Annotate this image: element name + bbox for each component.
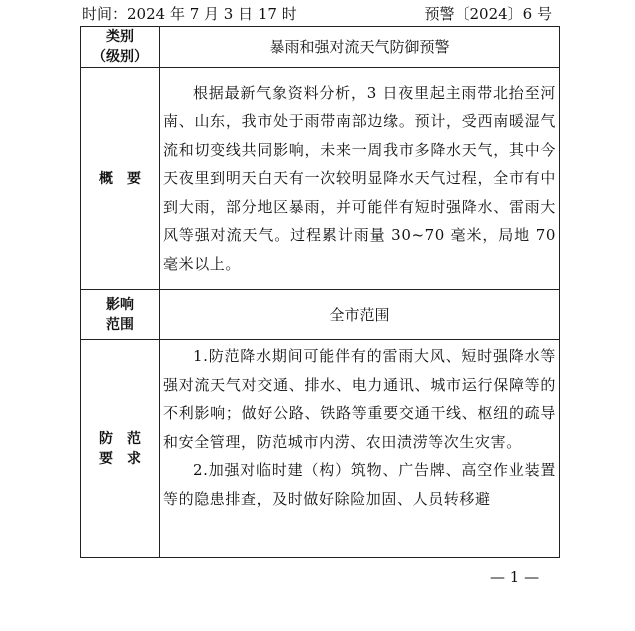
scope-label-line2: 范围 — [106, 316, 134, 333]
requirements-label-line2: 要 求 — [99, 450, 141, 467]
requirement-item-1: 1.防范降水期间可能伴有的雷雨大风、短时强降水等强对流天气对交通、排水、电力通讯、城市运行保障等的不利影响；做好公路、铁路等重要交通干线、枢纽的疏导和安全管理，防范城市内涝、农田渍涝等次生灾害。 — [163, 347, 556, 451]
scope-label-line1: 影响 — [106, 296, 134, 313]
document-header — [80, 4, 560, 24]
category-value: 暴雨和强对流天气防御预警 — [160, 27, 560, 68]
category-row — [81, 27, 560, 68]
requirements-cell — [160, 340, 560, 558]
category-label-line1: 类别 — [106, 29, 134, 45]
requirements-label — [81, 340, 160, 558]
category-label — [81, 27, 160, 68]
summary-label: 概 要 — [81, 68, 160, 290]
requirements-row — [81, 340, 560, 558]
scope-label — [81, 290, 160, 340]
scope-value: 全市范围 — [160, 290, 560, 340]
warning-table — [80, 26, 560, 558]
summary-cell — [160, 68, 560, 290]
scope-row — [81, 290, 560, 340]
category-label-line2: （级别） — [92, 49, 148, 65]
requirements-text — [160, 340, 559, 515]
summary-text: 根据最新气象资料分析，3 日夜里起主雨带北抬至河南、山东，我市处于雨带南部边缘。预计，受西南暖湿气流和切变线共同影响，未来一周我市多降水天气，其中今天夜里到明天白天有一次较明显降水天气过程，全市有中到大雨，部分地区暴雨，并可能伴有短时强降水、雷雨大风等强对流天气。过程累计雨量 30~70 毫米，局地 70 毫米以上。 — [163, 83, 556, 273]
requirements-clip — [160, 340, 559, 556]
document-number: 预警〔2024〕6 号 — [424, 5, 552, 23]
summary-row — [81, 68, 560, 290]
requirements-label-line1: 防 范 — [99, 430, 141, 447]
requirement-item-2: 2.加强对临时建（构）筑物、广告牌、高空作业装置等的隐患排查，及时做好除险加固、人员转移避 — [163, 461, 556, 508]
page-number: — 1 — — [490, 568, 540, 586]
issue-time: 时间：2024 年 7 月 3 日 17 时 — [82, 5, 297, 23]
